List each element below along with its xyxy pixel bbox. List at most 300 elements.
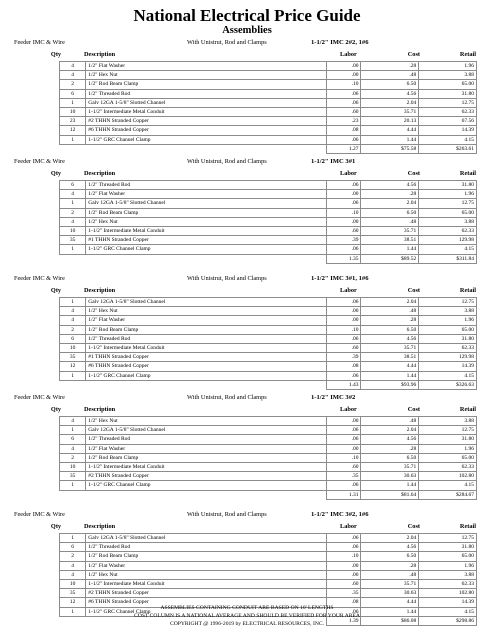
column-header-row (0, 522, 494, 532)
cell-desc: 1-1/2" GRC Channel Clamp (86, 371, 327, 380)
cell-labor: .60 (326, 226, 361, 235)
cell-retail: 102.80 (419, 472, 477, 481)
total-spacer (86, 490, 327, 499)
cell-qty: 12 (60, 598, 86, 607)
cell-labor: .60 (326, 343, 361, 352)
cell-labor: .06 (326, 98, 361, 107)
footer-line: COST COLUMN IS A NATIONAL AVERAGE AND SHOULD BE VERIFIED FOR YOUR AREA (134, 613, 360, 619)
table-row (60, 135, 477, 144)
table-row (60, 534, 477, 543)
cell-qty: 1 (60, 98, 86, 107)
cell-qty: 10 (60, 343, 86, 352)
cell-desc: 1/2" Flat Washer (86, 561, 327, 570)
cell-retail: 4.15 (419, 481, 477, 490)
cell-labor: .00 (326, 444, 361, 453)
cell-retail: 31.80 (419, 89, 477, 98)
table-row (60, 89, 477, 98)
cell-cost: 4.56 (361, 435, 419, 444)
section-description: With Unistrut, Rod and Clamps (187, 511, 267, 518)
cell-desc: 1/2" Hex Nut (86, 71, 327, 80)
column-header-cost: Cost (407, 287, 420, 294)
cell-qty: 2 (60, 208, 86, 217)
cell-labor: .00 (326, 316, 361, 325)
cell-qty: 2 (60, 552, 86, 561)
cell-retail: 3.88 (419, 570, 477, 579)
column-header-qty: Qty (50, 287, 62, 294)
cell-qty: 12 (60, 126, 86, 135)
cell-cost: 20.13 (361, 117, 419, 126)
cell-labor: .00 (326, 417, 361, 426)
assembly-name: 1-1/2" IMC 3#2, 1#6 (311, 511, 369, 518)
cell-retail: 12.75 (419, 534, 477, 543)
cell-cost: 6.50 (361, 325, 419, 334)
cell-cost: 2.04 (361, 534, 419, 543)
section-description: With Unistrut, Rod and Clamps (187, 158, 267, 165)
cell-labor: .06 (326, 481, 361, 490)
table-row (60, 426, 477, 435)
cell-labor: .08 (326, 126, 361, 135)
cell-retail: 62.33 (419, 579, 477, 588)
column-header-qty: Qty (50, 523, 62, 530)
cell-qty: 4 (60, 217, 86, 226)
cell-retail: 14.39 (419, 598, 477, 607)
cell-retail: 1.96 (419, 190, 477, 199)
cell-cost: 6.50 (361, 80, 419, 89)
cell-desc: 1/2" Rod Beam Clamp (86, 325, 327, 334)
total-labor: 1.43 (326, 380, 361, 389)
total-retail: $263.61 (419, 144, 477, 153)
cell-cost: 35.71 (361, 343, 419, 352)
cell-qty: 4 (60, 316, 86, 325)
column-header-labor: Labor (340, 287, 357, 294)
table-row (60, 589, 477, 598)
cell-desc: 1/2" Flat Washer (86, 62, 327, 71)
total-row (60, 144, 477, 153)
cell-qty: 10 (60, 462, 86, 471)
cell-labor: .00 (326, 561, 361, 570)
table-row (60, 453, 477, 462)
cell-labor: .23 (326, 117, 361, 126)
cell-retail: 4.15 (419, 245, 477, 254)
cell-labor: .08 (326, 362, 361, 371)
cell-desc: #6 THHN Stranded Copper (86, 362, 327, 371)
cell-retail: 62.33 (419, 343, 477, 352)
column-header-description: Description (84, 287, 116, 294)
cell-qty: 6 (60, 334, 86, 343)
cell-desc: 1/2" Flat Washer (86, 190, 327, 199)
cell-desc: 1/2" Rod Beam Clamp (86, 208, 327, 217)
cell-desc: 1/2" Hex Nut (86, 417, 327, 426)
cell-desc: #6 THHN Stranded Copper (86, 126, 327, 135)
total-spacer (60, 490, 86, 499)
cell-labor: .00 (326, 190, 361, 199)
cell-retail: 4.15 (419, 135, 477, 144)
table-row (60, 98, 477, 107)
cell-desc: 1/2" Threaded Rod (86, 334, 327, 343)
total-row (60, 254, 477, 263)
column-header-labor: Labor (340, 51, 357, 58)
column-header-description: Description (84, 406, 116, 413)
cell-qty: 4 (60, 561, 86, 570)
cell-cost: 38.51 (361, 353, 419, 362)
cell-desc: 1-1/2" Intermediate Metal Conduit (86, 343, 327, 352)
section-header (0, 509, 494, 521)
cell-desc: #1 THHN Stranded Copper (86, 353, 327, 362)
cell-retail: 67.56 (419, 117, 477, 126)
cell-desc: 1/2" Hex Nut (86, 570, 327, 579)
table-row (60, 217, 477, 226)
cell-labor: .35 (326, 589, 361, 598)
cell-desc: 1/2" Threaded Rod (86, 435, 327, 444)
column-header-row (0, 169, 494, 179)
table-row (60, 371, 477, 380)
assembly-name: 1-1/2" IMC 2#2, 1#6 (311, 39, 369, 46)
cell-retail: 3.88 (419, 417, 477, 426)
table-row (60, 481, 477, 490)
cell-desc: Galv 12GA 1-5/8" Slotted Channel (86, 98, 327, 107)
cell-retail: 31.80 (419, 334, 477, 343)
cell-cost: 1.44 (361, 245, 419, 254)
cell-retail: 3.88 (419, 71, 477, 80)
table-row (60, 181, 477, 190)
cell-labor: .10 (326, 325, 361, 334)
cell-desc: 1/2" Rod Beam Clamp (86, 552, 327, 561)
items-table (59, 61, 477, 154)
total-labor: 1.39 (326, 616, 361, 625)
total-cost: $89.52 (361, 254, 419, 263)
column-header-row (0, 405, 494, 415)
cell-qty: 12 (60, 362, 86, 371)
cell-qty: 23 (60, 117, 86, 126)
cell-cost: .28 (361, 561, 419, 570)
cell-retail: 12.75 (419, 426, 477, 435)
cell-desc: #1 THHN Stranded Copper (86, 236, 327, 245)
table-row (60, 71, 477, 80)
cell-desc: 1/2" Flat Washer (86, 316, 327, 325)
cell-desc: 1/2" Rod Beam Clamp (86, 80, 327, 89)
table-row (60, 362, 477, 371)
total-labor: 1.35 (326, 254, 361, 263)
cell-cost: 4.56 (361, 181, 419, 190)
table-row (60, 298, 477, 307)
total-spacer (60, 254, 86, 263)
cell-labor: .60 (326, 107, 361, 116)
table-row (60, 245, 477, 254)
cell-retail: 12.75 (419, 199, 477, 208)
cell-qty: 6 (60, 89, 86, 98)
cell-labor: .06 (326, 135, 361, 144)
table-row (60, 462, 477, 471)
cell-desc: 1-1/2" GRC Channel Clamp (86, 607, 327, 616)
column-header-qty: Qty (50, 51, 62, 58)
cell-labor: .06 (326, 199, 361, 208)
table-row (60, 444, 477, 453)
cell-cost: 1.44 (361, 607, 419, 616)
table-row (60, 334, 477, 343)
cell-labor: .06 (326, 426, 361, 435)
column-header-retail: Retail (459, 170, 476, 177)
cell-cost: 6.50 (361, 208, 419, 217)
column-header-qty: Qty (50, 406, 62, 413)
column-header-labor: Labor (340, 170, 357, 177)
assembly-name: 1-1/2" IMC 3#1, 1#6 (311, 275, 369, 282)
cell-desc: 1-1/2" Intermediate Metal Conduit (86, 226, 327, 235)
cell-desc: Galv 12GA 1-5/8" Slotted Channel (86, 426, 327, 435)
cell-labor: .06 (326, 89, 361, 98)
cell-cost: 35.71 (361, 226, 419, 235)
items-table (59, 297, 477, 390)
total-cost: $75.58 (361, 144, 419, 153)
column-header-description: Description (84, 523, 116, 530)
cell-cost: 2.04 (361, 199, 419, 208)
column-header-description: Description (84, 51, 116, 58)
cell-qty: 10 (60, 579, 86, 588)
cell-labor: .10 (326, 552, 361, 561)
cell-retail: 12.75 (419, 98, 477, 107)
cell-qty: 4 (60, 417, 86, 426)
total-labor: 1.31 (326, 490, 361, 499)
total-cost: $86.08 (361, 616, 419, 625)
cell-retail: 14.39 (419, 126, 477, 135)
total-retail: $298.86 (419, 616, 477, 625)
cell-retail: 12.75 (419, 298, 477, 307)
cell-qty: 4 (60, 570, 86, 579)
cell-desc: 1-1/2" Intermediate Metal Conduit (86, 107, 327, 116)
table-row (60, 343, 477, 352)
cell-labor: .06 (326, 371, 361, 380)
cell-qty: 35 (60, 236, 86, 245)
cell-retail: 1.96 (419, 316, 477, 325)
cell-labor: .00 (326, 307, 361, 316)
cell-qty: 1 (60, 371, 86, 380)
section-description: With Unistrut, Rod and Clamps (187, 394, 267, 401)
table-row (60, 80, 477, 89)
cell-desc: Galv 12GA 1-5/8" Slotted Channel (86, 534, 327, 543)
total-spacer (86, 380, 327, 389)
cell-qty: 1 (60, 298, 86, 307)
cell-retail: 65.00 (419, 552, 477, 561)
page-subtitle: Assemblies (222, 25, 272, 36)
cell-retail: 65.00 (419, 208, 477, 217)
table-row (60, 199, 477, 208)
cell-cost: .48 (361, 417, 419, 426)
total-row (60, 490, 477, 499)
cell-qty: 1 (60, 607, 86, 616)
cell-retail: 1.96 (419, 561, 477, 570)
cell-desc: 1/2" Threaded Rod (86, 89, 327, 98)
cell-qty: 10 (60, 226, 86, 235)
table-row (60, 435, 477, 444)
cell-retail: 31.80 (419, 181, 477, 190)
section-header (0, 156, 494, 168)
cell-cost: 30.63 (361, 472, 419, 481)
total-labor: 1.27 (326, 144, 361, 153)
cell-cost: 2.04 (361, 98, 419, 107)
column-header-labor: Labor (340, 523, 357, 530)
cell-labor: .00 (326, 217, 361, 226)
cell-labor: .00 (326, 570, 361, 579)
section-header (0, 392, 494, 404)
cell-desc: 1-1/2" GRC Channel Clamp (86, 245, 327, 254)
cell-cost: 6.50 (361, 453, 419, 462)
cell-qty: 6 (60, 435, 86, 444)
total-retail: $284.67 (419, 490, 477, 499)
cell-cost: .28 (361, 316, 419, 325)
cell-cost: 30.63 (361, 589, 419, 598)
column-header-labor: Labor (340, 406, 357, 413)
page-title: National Electrical Price Guide (133, 6, 361, 25)
table-row (60, 117, 477, 126)
table-row (60, 579, 477, 588)
cell-retail: 1.96 (419, 62, 477, 71)
total-spacer (60, 380, 86, 389)
table-row (60, 570, 477, 579)
table-row (60, 552, 477, 561)
cell-retail: 4.15 (419, 607, 477, 616)
items-table (59, 180, 477, 264)
cell-desc: #6 THHN Stranded Copper (86, 598, 327, 607)
cell-cost: 1.44 (361, 371, 419, 380)
items-table (59, 416, 477, 500)
cell-cost: 6.50 (361, 552, 419, 561)
column-header-description: Description (84, 170, 116, 177)
cell-qty: 4 (60, 444, 86, 453)
cell-desc: 1-1/2" Intermediate Metal Conduit (86, 579, 327, 588)
column-header-retail: Retail (459, 406, 476, 413)
column-header-row (0, 50, 494, 60)
cell-labor: .06 (326, 245, 361, 254)
cell-cost: 1.44 (361, 481, 419, 490)
cell-desc: #2 THHN Stranded Copper (86, 117, 327, 126)
column-header-cost: Cost (407, 170, 420, 177)
cell-desc: #2 THHN Stranded Copper (86, 589, 327, 598)
section-description: With Unistrut, Rod and Clamps (187, 275, 267, 282)
cell-desc: 1/2" Rod Beam Clamp (86, 453, 327, 462)
cell-desc: Galv 12GA 1-5/8" Slotted Channel (86, 298, 327, 307)
cell-labor: .00 (326, 62, 361, 71)
cell-retail: 65.00 (419, 80, 477, 89)
cell-cost: .48 (361, 71, 419, 80)
cell-labor: .06 (326, 435, 361, 444)
cell-cost: 4.44 (361, 598, 419, 607)
cell-retail: 3.88 (419, 217, 477, 226)
column-header-cost: Cost (407, 51, 420, 58)
cell-qty: 1 (60, 534, 86, 543)
cell-labor: .60 (326, 579, 361, 588)
column-header-retail: Retail (459, 287, 476, 294)
cell-cost: 4.44 (361, 362, 419, 371)
cell-cost: 4.56 (361, 334, 419, 343)
cell-cost: .28 (361, 190, 419, 199)
cell-desc: #2 THHN Stranded Copper (86, 472, 327, 481)
column-header-qty: Qty (50, 170, 62, 177)
table-row (60, 62, 477, 71)
section-header (0, 37, 494, 49)
cell-desc: 1-1/2" Intermediate Metal Conduit (86, 462, 327, 471)
table-row (60, 208, 477, 217)
feeder-label: Feeder IMC & Wire (14, 275, 65, 282)
cell-labor: .10 (326, 80, 361, 89)
cell-cost: .48 (361, 217, 419, 226)
feeder-label: Feeder IMC & Wire (14, 158, 65, 165)
cell-cost: 4.44 (361, 126, 419, 135)
cell-qty: 35 (60, 353, 86, 362)
cell-labor: .06 (326, 543, 361, 552)
column-header-retail: Retail (459, 51, 476, 58)
cell-cost: .28 (361, 62, 419, 71)
cell-cost: .48 (361, 570, 419, 579)
table-row (60, 126, 477, 135)
cell-qty: 35 (60, 589, 86, 598)
cell-cost: 38.51 (361, 236, 419, 245)
cell-qty: 6 (60, 543, 86, 552)
assembly-name: 1-1/2" IMC 3#1 (311, 158, 356, 165)
cell-labor: .39 (326, 353, 361, 362)
cell-qty: 10 (60, 107, 86, 116)
column-header-row (0, 286, 494, 296)
cell-qty: 1 (60, 245, 86, 254)
cell-labor: .10 (326, 453, 361, 462)
cell-qty: 4 (60, 307, 86, 316)
section-description: With Unistrut, Rod and Clamps (187, 39, 267, 46)
cell-labor: .06 (326, 607, 361, 616)
cell-qty: 4 (60, 190, 86, 199)
cell-labor: .08 (326, 598, 361, 607)
cell-desc: 1/2" Hex Nut (86, 217, 327, 226)
cell-qty: 1 (60, 426, 86, 435)
column-header-cost: Cost (407, 523, 420, 530)
cell-qty: 1 (60, 199, 86, 208)
table-row (60, 543, 477, 552)
cell-qty: 1 (60, 481, 86, 490)
section-header (0, 273, 494, 285)
table-row (60, 417, 477, 426)
cell-desc: 1/2" Hex Nut (86, 307, 327, 316)
cell-cost: .48 (361, 307, 419, 316)
table-row (60, 353, 477, 362)
assembly-name: 1-1/2" IMC 3#2 (311, 394, 356, 401)
cell-desc: Galv 12GA 1-5/8" Slotted Channel (86, 199, 327, 208)
cell-qty: 2 (60, 453, 86, 462)
footer-line: COPYRIGHT @ 1996-2019 by ELECTRICAL RESOURCES, INC. (169, 621, 324, 627)
cell-labor: .10 (326, 208, 361, 217)
cell-labor: .00 (326, 71, 361, 80)
cell-cost: 4.56 (361, 89, 419, 98)
total-retail: $326.63 (419, 380, 477, 389)
cell-retail: 62.33 (419, 462, 477, 471)
cell-labor: .06 (326, 181, 361, 190)
cell-retail: 102.80 (419, 589, 477, 598)
table-row (60, 190, 477, 199)
cell-retail: 62.33 (419, 226, 477, 235)
cell-desc: 1-1/2" GRC Channel Clamp (86, 481, 327, 490)
cell-qty: 1 (60, 135, 86, 144)
footer-line: ASSEMBLIES CONTAINING CONDUIT ARE BASED ON 10' LENGTHS (160, 605, 334, 611)
total-cost: $81.64 (361, 490, 419, 499)
column-header-retail: Retail (459, 523, 476, 530)
column-header-cost: Cost (407, 406, 420, 413)
cell-qty: 2 (60, 80, 86, 89)
cell-retail: 65.00 (419, 453, 477, 462)
cell-qty: 6 (60, 181, 86, 190)
cell-cost: 35.71 (361, 462, 419, 471)
total-retail: $311.84 (419, 254, 477, 263)
cell-retail: 3.88 (419, 307, 477, 316)
cell-desc: 1/2" Threaded Rod (86, 543, 327, 552)
feeder-label: Feeder IMC & Wire (14, 39, 65, 46)
cell-cost: 35.71 (361, 107, 419, 116)
feeder-label: Feeder IMC & Wire (14, 511, 65, 518)
